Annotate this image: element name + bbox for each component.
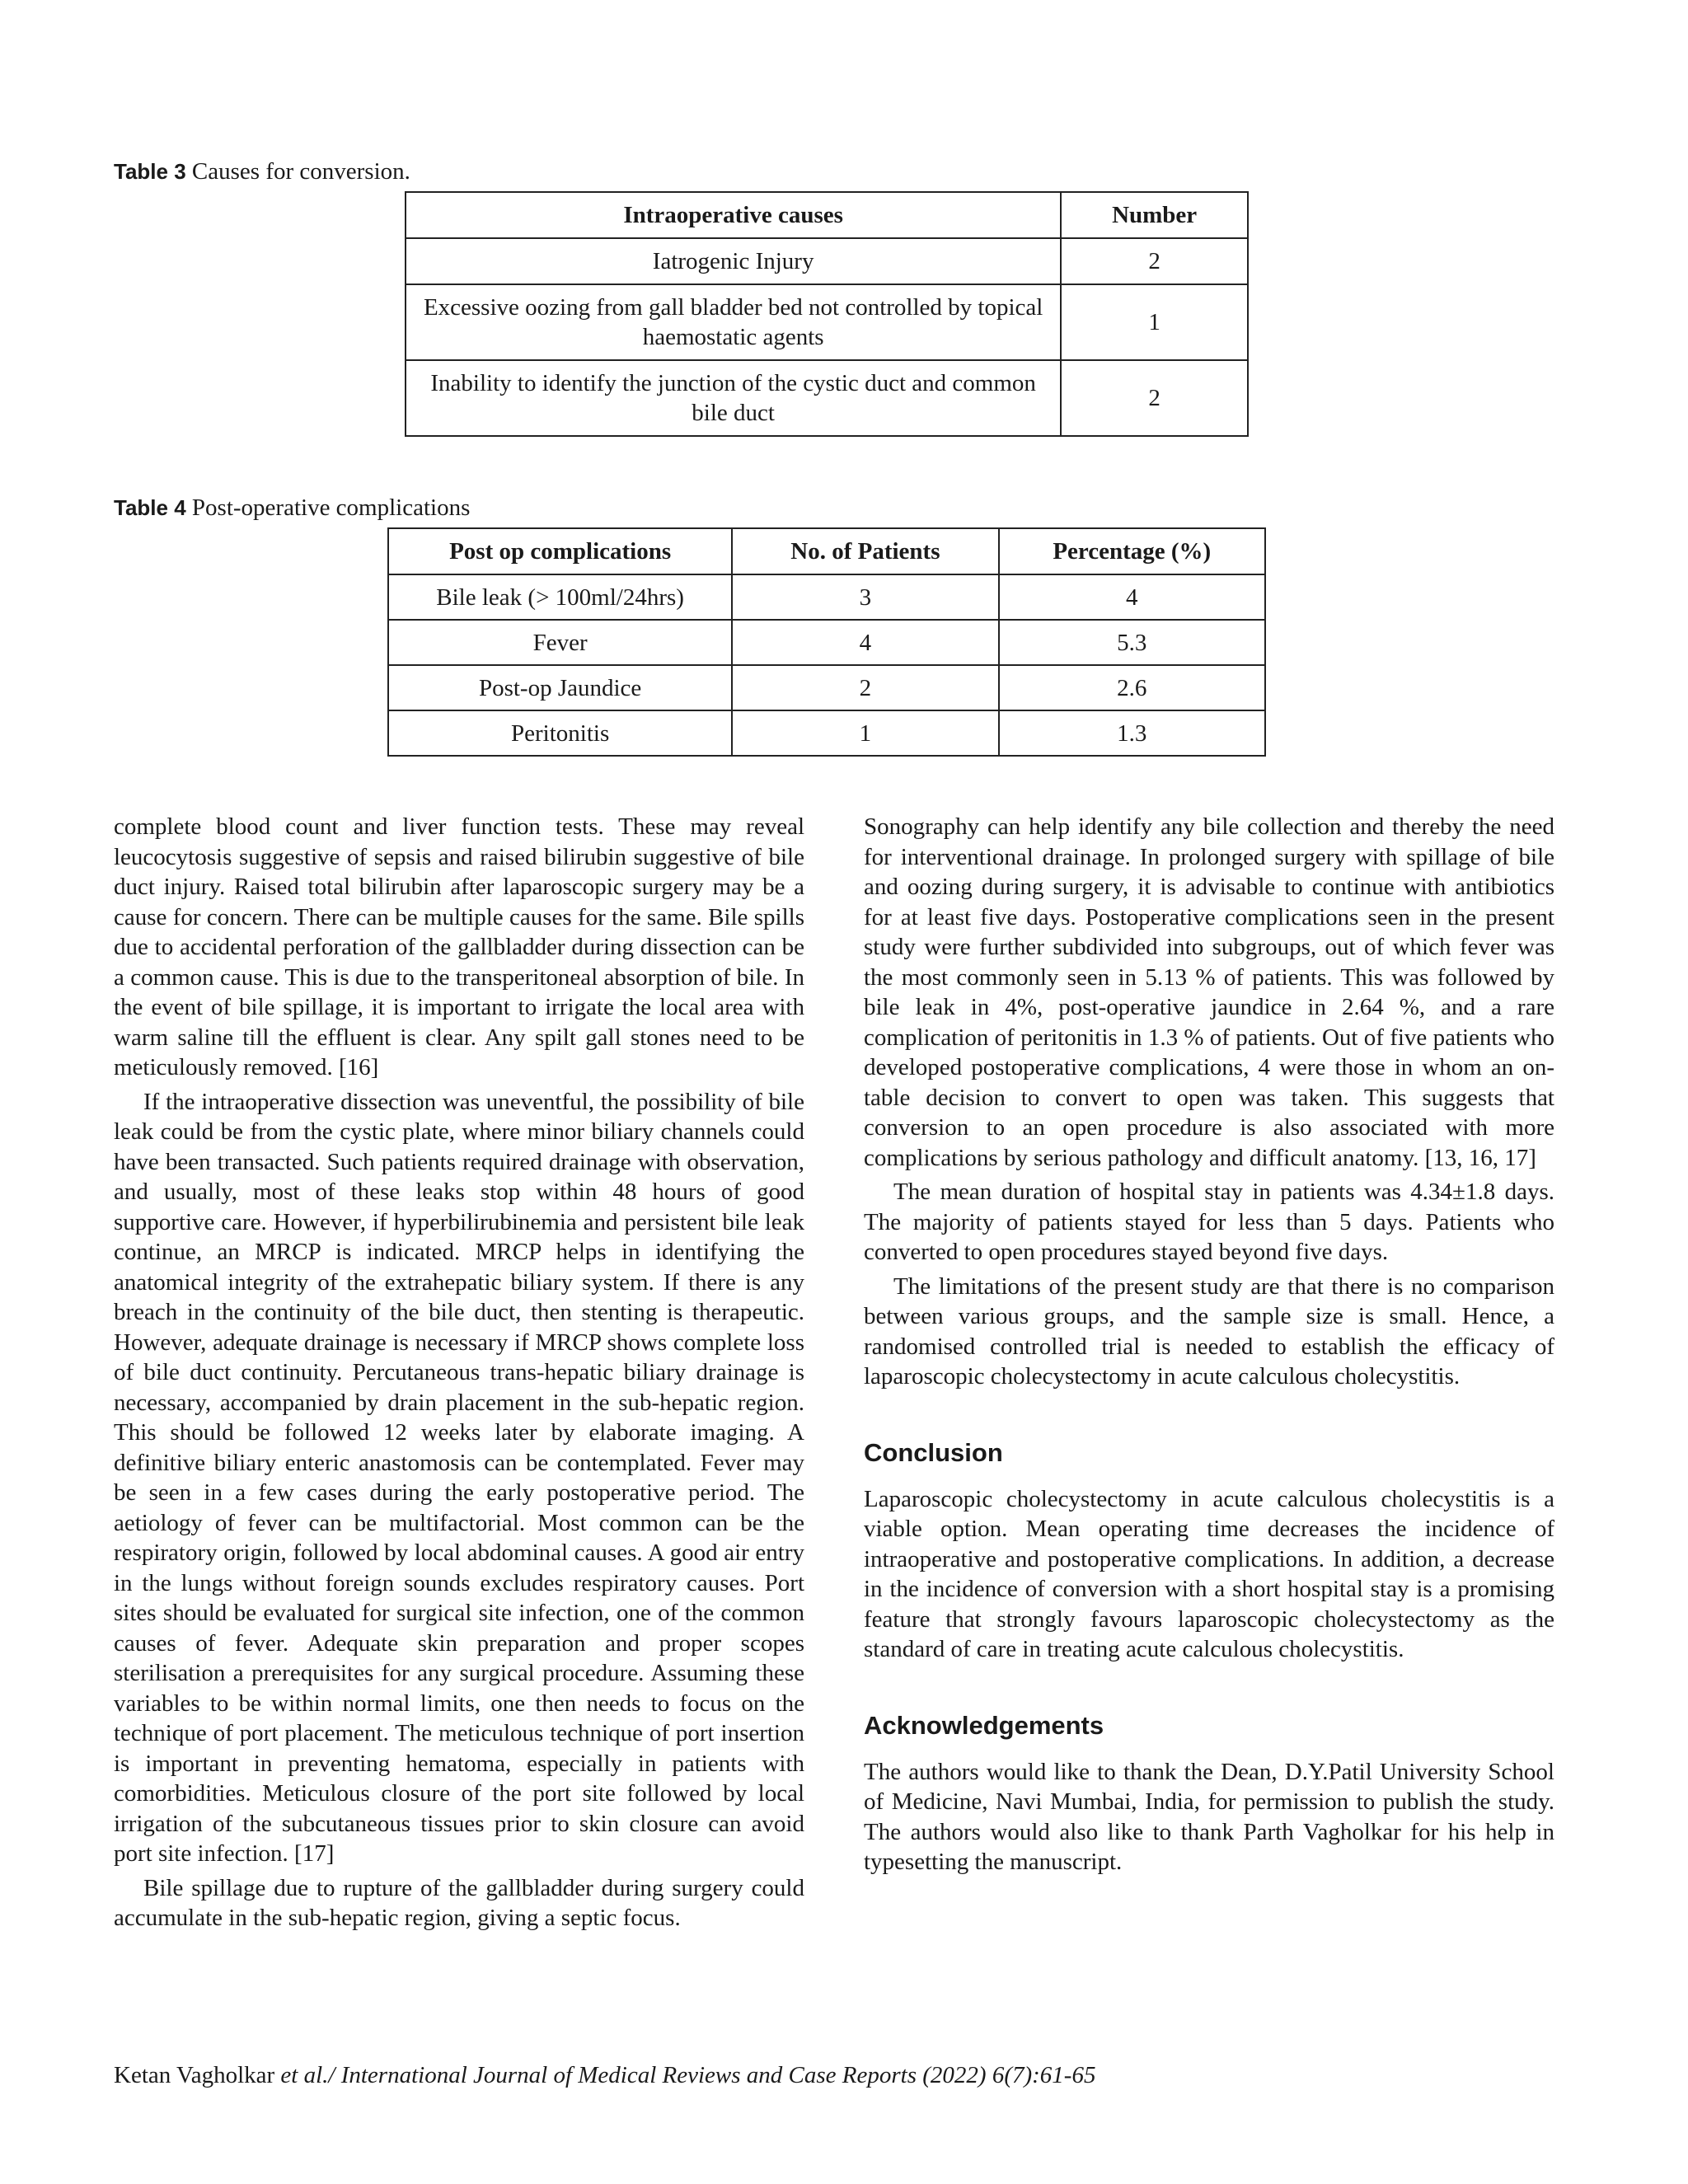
table-row [388, 710, 1265, 756]
table3-cell: Inability to identify the junction of the cystic duct and common bile duct [406, 360, 1061, 436]
table4-label: Table 4 [114, 495, 186, 520]
table4-header-row [388, 528, 1265, 574]
body-paragraph: The limitations of the present study are that there is no comparison between various groups, and the sample size is small. Hence, a randomised controlled trial is needed to establish the efficacy of laparoscopic cholecystectomy in acute calculous cholecystitis. [864, 1272, 1554, 1390]
table3-cell: Excessive oozing from gall bladder bed not controlled by topical haemostatic agents [406, 284, 1061, 360]
footer-journal: / International Journal of Medical Reviews and Case Reports (2022) 6(7):61-65 [328, 2062, 1096, 2088]
table4 [387, 527, 1266, 757]
table4-cell: 3 [732, 574, 998, 620]
table4-cell: 5.3 [999, 620, 1265, 665]
table3-cell: 1 [1061, 284, 1248, 360]
acknowledgements-heading: Acknowledgements [864, 1710, 1104, 1740]
table4-cell: 2 [732, 665, 998, 710]
table3-caption [114, 157, 410, 186]
table3-header-number: Number [1061, 192, 1248, 238]
body-paragraph: Bile spillage due to rupture of the gallbladder during surgery could accumulate in the sub-hepatic region, giving a septic focus. [114, 1874, 804, 1931]
table3-label: Table 3 [114, 159, 186, 184]
table4-title: Post-operative complications [191, 494, 471, 521]
table4-cell: 1 [732, 710, 998, 756]
table3-cell: 2 [1061, 238, 1248, 284]
table-row [388, 665, 1265, 710]
table4-cell: 4 [732, 620, 998, 665]
body-paragraph: Sonography can help identify any bile collection and thereby the need for interventional drainage. In prolonged surgery with spillage of bile and oozing during surgery, it is advisable to continue with antibiotics for at least five days. Postoperative complications seen in the present study were further subdivided into subgroups, out of which fever was the most commonly seen in 5.13 % of patients. This was followed by bile leak in 4%, post-operative jaundice in 2.64 %, and a rare complication of peritonitis in 1.3 % of patients. Out of five patients who developed postoperative complications, 4 were those in whom an on-table decision to convert to open was taken. This suggests that conversion to an open procedure is also associated with more complications by serious pathology and difficult anatomy. [13, 16, 17] [864, 813, 1554, 1171]
table3-cell: Iatrogenic Injury [406, 238, 1061, 284]
table-row [406, 238, 1248, 284]
footer-author: Ketan Vagholkar [114, 2062, 275, 2088]
table4-cell: Post-op Jaundice [388, 665, 732, 710]
table4-cell: 1.3 [999, 710, 1265, 756]
body-paragraph: If the intraoperative dissection was uneventful, the possibility of bile leak could be from the cystic plate, where minor biliary channels could have been transacted. Such patients required drainage with observation, and usually, most of these leaks stop within 48 hours of good supportive care. However, if hyperbilirubinemia and persistent bile leak continue, an MRCP is indicated. MRCP helps in identifying the anatomical integrity of the extrahepatic biliary system. If there is any breach in the continuity of the bile duct, then stenting is therapeutic. However, adequate drainage is necessary if MRCP shows complete loss of bile duct continuity. Percutaneous trans-hepatic biliary drainage is necessary, accompanied by drain placement in the sub-hepatic region. This should be followed 12 weeks later by elaborate imaging. A definitive biliary enteric anastomosis can be contemplated. Fever may be seen in a few cases during the early postoperative period. The aetiology of fever can be multifactorial. Most common can be the respiratory origin, followed by local abdominal causes. A good air entry in the lungs without foreign sounds excludes respiratory causes. Port sites should be evaluated for surgical site infection, one of the common causes of fever. Adequate skin preparation and proper scopes sterilisation a prerequisites for any surgical procedure. Assuming these variables to be within normal limits, one then needs to focus on the technique of port placement. The meticulous technique of port insertion is important in preventing hematoma, especially in patients with comorbidities. Meticulous closure of the port site followed by local irrigation of the subcutaneous tissues prior to skin closure can avoid port site infection. [17] [114, 1088, 804, 1867]
table3-header-cause: Intraoperative causes [406, 192, 1061, 238]
table4-cell: Peritonitis [388, 710, 732, 756]
table4-header-percentage: Percentage (%) [999, 528, 1265, 574]
right-column [864, 812, 1554, 1877]
table4-cell: 4 [999, 574, 1265, 620]
table-row [388, 574, 1265, 620]
acknowledgements-paragraph: The authors would like to thank the Dean, D.Y.Patil University School of Medicine, Navi Mumbai, India, for permission to publish the study. The authors would also like to thank Parth Vagholkar for his help in typesetting the manuscript. [864, 1758, 1554, 1875]
table4-header-complication: Post op complications [388, 528, 732, 574]
table-row [388, 620, 1265, 665]
table3 [405, 191, 1249, 437]
conclusion-heading: Conclusion [864, 1437, 1003, 1467]
left-column [114, 812, 804, 1933]
table3-title: Causes for conversion. [191, 158, 410, 185]
page-footer [114, 2060, 1095, 2090]
table4-caption [114, 493, 470, 523]
body-paragraph: complete blood count and liver function tests. These may reveal leucocytosis suggestive of sepsis and raised bilirubin suggestive of bile duct injury. Raised total bilirubin after laparoscopic surgery may be a cause for concern. There can be multiple causes for the same. Bile spills due to accidental perforation of the gallbladder during dissection can be a common cause. This is due to the transperitoneal absorption of bile. In the event of bile spillage, it is important to irrigate the local area with warm saline till the effluent is clear. Any spilt gall stones need to be meticulously removed. [16] [114, 813, 804, 1080]
table3-cell: 2 [1061, 360, 1248, 436]
footer-etal: et al. [280, 2062, 329, 2088]
table3-header-row [406, 192, 1248, 238]
table4-cell: 2.6 [999, 665, 1265, 710]
table4-header-patients: No. of Patients [732, 528, 998, 574]
table-row [406, 360, 1248, 436]
table4-cell: Fever [388, 620, 732, 665]
table4-cell: Bile leak (> 100ml/24hrs) [388, 574, 732, 620]
body-paragraph: The mean duration of hospital stay in patients was 4.34±1.8 days. The majority of patients stayed for less than 5 days. Patients who converted to open procedures stayed beyond five days. [864, 1179, 1554, 1265]
conclusion-paragraph: Laparoscopic cholecystectomy in acute calculous cholecystitis is a viable option. Mean operating time decreases the incidence of intraoperative and postoperative complications. In addition, a decrease in the incidence of conversion with a short hospital stay is a promising feature that strongly favours laparoscopic cholecystectomy as the standard of care in treating acute calculous cholecystitis. [864, 1485, 1554, 1662]
table-row [406, 284, 1248, 360]
